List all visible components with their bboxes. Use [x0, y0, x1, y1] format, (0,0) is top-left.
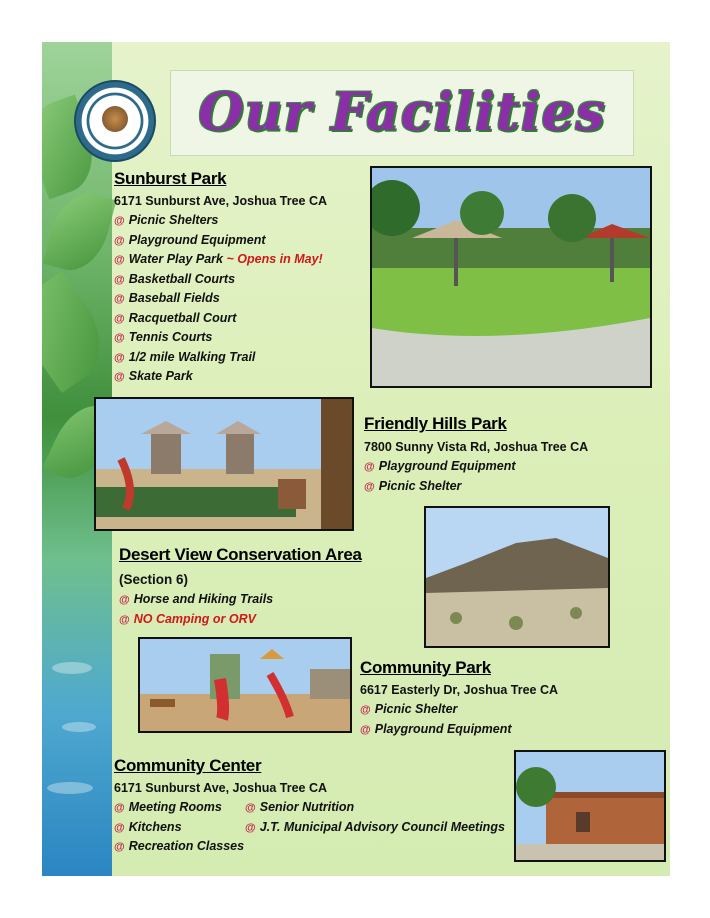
list-item: @ Meeting Rooms	[114, 800, 222, 814]
list-item: @ Basketball Courts	[114, 271, 236, 286]
desert-view-section: (Section 6)	[119, 572, 189, 587]
sunburst-park-amenities	[114, 211, 323, 387]
bullet-icon: @	[245, 821, 256, 834]
bullet-icon: @	[114, 332, 125, 344]
bullet-icon: @	[364, 461, 375, 473]
list-item: @ Kitchens	[114, 819, 182, 834]
bullet-icon: @	[114, 351, 125, 364]
bullet-icon: @	[114, 802, 125, 814]
list-item: @ 1/2 mile Walking Trail	[114, 349, 256, 364]
community-center-photo	[514, 750, 666, 862]
list-item: @ Picnic Shelter	[360, 702, 458, 716]
community-park-address: 6617 Easterly Dr, Joshua Tree CA	[360, 683, 559, 697]
community-center-heading: Community Center	[114, 756, 262, 775]
bullet-icon: @	[114, 234, 125, 247]
desert-view-amenities	[119, 590, 273, 629]
sunburst-park-heading: Sunburst Park	[114, 169, 227, 188]
bullet-icon: @	[245, 802, 256, 814]
bullet-icon: @	[114, 821, 125, 834]
sunburst-park-address: 6171 Sunburst Ave, Joshua Tree CA	[114, 194, 328, 208]
bullet-icon: @	[119, 594, 130, 606]
title-banner	[170, 70, 634, 156]
community-park-amenities	[360, 700, 512, 739]
bullet-icon: @	[114, 841, 125, 853]
bullet-icon: @	[114, 215, 125, 227]
friendly-hills-park-amenities	[364, 457, 516, 496]
sunburst-park-photo	[370, 166, 652, 388]
list-item: @ Racquetball Court	[114, 310, 237, 325]
opens-in-may-note: ~ Opens in May!	[226, 252, 323, 266]
county-special-districts-seal	[74, 80, 156, 162]
list-item: @ Playground Equipment	[364, 459, 516, 473]
page-title: Our Facilities	[198, 82, 606, 143]
friendly-hills-park-heading: Friendly Hills Park	[364, 414, 507, 433]
list-item: @ Senior Nutrition	[245, 800, 355, 814]
list-item: @ Water Play Park ~ Opens in May!	[114, 252, 323, 266]
list-item: @ Horse and Hiking Trails	[119, 592, 274, 606]
list-item: @ Recreation Classes	[114, 839, 245, 853]
list-item: @ J.T. Municipal Advisory Council Meetings	[245, 819, 505, 834]
bullet-icon: @	[119, 613, 130, 626]
bullet-icon: @	[360, 704, 371, 716]
desert-view-heading: Desert View Conservation Area	[119, 545, 362, 564]
bullet-icon: @	[114, 254, 125, 266]
bullet-icon: @	[114, 312, 125, 325]
desert-view-photo	[424, 506, 610, 648]
bullet-icon: @	[360, 723, 371, 736]
friendly-hills-park-address: 7800 Sunny Vista Rd, Joshua Tree CA	[364, 440, 589, 454]
list-item: @ Baseball Fields	[114, 291, 220, 305]
community-center-address: 6171 Sunburst Ave, Joshua Tree CA	[114, 781, 328, 795]
flyer-page	[42, 42, 670, 876]
list-item: @ Picnic Shelter	[364, 478, 462, 493]
list-item: @ NO Camping or ORV	[119, 611, 256, 626]
list-item: @ Tennis Courts	[114, 330, 213, 344]
list-item: @ Skate Park	[114, 369, 193, 383]
bullet-icon: @	[114, 273, 125, 286]
community-park-photo	[138, 637, 352, 733]
bullet-icon: @	[114, 371, 125, 383]
bullet-icon: @	[114, 293, 125, 305]
list-item: @ Playground Equipment	[114, 232, 266, 247]
community-center-amenities-right	[245, 798, 505, 837]
list-item: @ Picnic Shelters	[114, 213, 219, 227]
community-park-heading: Community Park	[360, 658, 491, 677]
bullet-icon: @	[364, 480, 375, 493]
friendly-hills-park-photo	[94, 397, 354, 531]
community-center-amenities-left	[114, 798, 244, 857]
list-item: @ Playground Equipment	[360, 721, 512, 736]
